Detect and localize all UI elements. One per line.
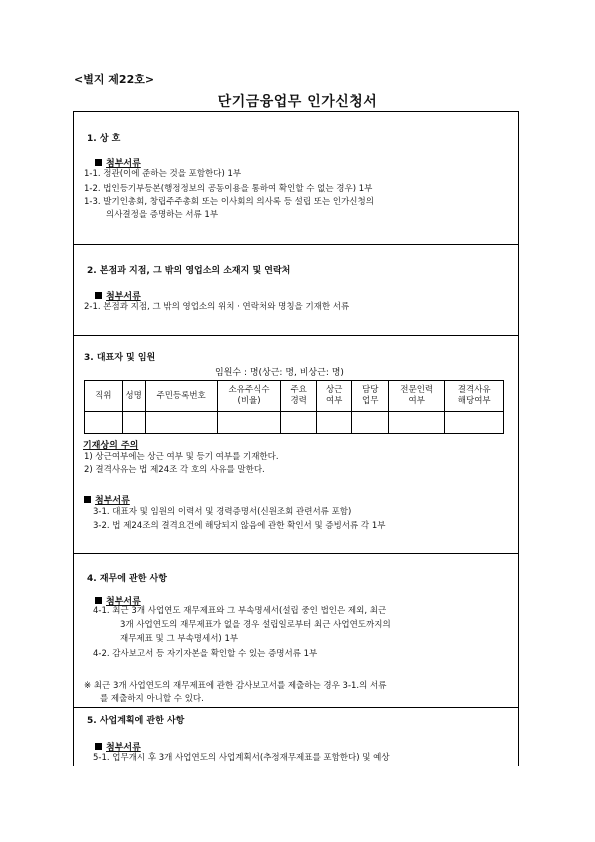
table-cell[interactable] (352, 412, 389, 434)
attachment-item: 4-2. 감사보고서 등 자기자본을 확인할 수 있는 증명서류 1부 (93, 649, 318, 659)
square-bullet-icon (95, 597, 102, 604)
officer-count: 임원수 : 명(상근: 명, 비상근: 명) (215, 368, 344, 378)
table-cell[interactable] (445, 412, 504, 434)
col-fulltime: 상근 여부 (316, 381, 352, 412)
table-cell[interactable] (316, 412, 352, 434)
note-item: 2) 결격사유는 법 제24조 각 호의 사유를 말한다. (84, 465, 265, 475)
col-career: 주요 경력 (281, 381, 317, 412)
note-item: 1) 상근여부에는 상근 여부 및 등기 여부를 기재한다. (84, 452, 279, 462)
form-number: <별지 제22호> (74, 73, 155, 86)
attachments-label: 첨부서류 (106, 159, 141, 169)
table-cell[interactable] (281, 412, 317, 434)
attachment-item: 1-1. 정관(이에 준하는 것을 포함한다) 1부 (84, 169, 242, 179)
attachments-label: 첨부서류 (106, 743, 141, 753)
attachment-item: 5-1. 업무개시 후 3개 사업연도의 사업계획서(추정재무제표를 포함한다) 및 예상 (93, 753, 390, 763)
col-position: 직위 (85, 381, 123, 412)
attachments-label: 첨부서류 (106, 292, 141, 302)
table-cell[interactable] (389, 412, 445, 434)
attachment-item: 1-2. 법인등기부등본(행정정보의 공동이용을 통하여 확인할 수 없는 경우) 1부 (84, 184, 373, 194)
attachment-item-continued: 3개 사업연도의 재무제표가 없을 경우 설립일로부터 최근 사업연도까지의 (120, 620, 391, 630)
section-2-heading: 2. 본점과 지점, 그 밖의 영업소의 소재지 및 연락처 (87, 266, 291, 276)
document-title: 단기금융업무 인가신청서 (217, 94, 378, 110)
attachment-item-continued: 의사결정을 증명하는 서류 1부 (106, 210, 219, 220)
attachment-item-continued: 재무제표 및 그 부속명세서) 1부 (120, 634, 239, 644)
col-duty: 담당 업무 (352, 381, 389, 412)
col-shares: 소유주식수 (비율) (217, 381, 281, 412)
notes-heading: 기재상의 주의 (83, 441, 139, 451)
table-cell[interactable] (85, 412, 123, 434)
attachment-item: 3-2. 법 제24조의 결격요건에 해당되지 않음에 관한 확인서 및 증빙서류 각 1부 (93, 521, 386, 531)
remark-line: 를 제출하지 아니할 수 있다. (100, 694, 204, 704)
attachment-item: 2-1. 본점과 지점, 그 밖의 영업소의 위치 · 연락처와 명칭을 기재한 서류 (84, 302, 350, 312)
square-bullet-icon (95, 292, 102, 299)
remark-line: ※ 최근 3개 사업연도의 재무제표에 관한 감사보고서를 제출하는 경우 3-1.의 서류 (84, 681, 387, 691)
table-header-row (85, 381, 504, 412)
attachment-item: 1-3. 발기인총회, 창립주주총회 또는 이사회의 의사록 등 설립 또는 인가신청의 (84, 197, 374, 207)
table-cell[interactable] (145, 412, 217, 434)
officer-table (84, 380, 504, 434)
section-1-heading: 1. 상 호 (87, 134, 121, 144)
section-1-attachments (95, 156, 141, 169)
section-2-attachments (95, 289, 141, 302)
section-5-heading: 5. 사업계획에 관한 사항 (87, 716, 185, 726)
section-3-attachments (84, 493, 130, 506)
col-disqualification: 결격사유 해당여부 (445, 381, 504, 412)
table-row (85, 412, 504, 434)
table-cell[interactable] (122, 412, 145, 434)
col-resident-number: 주민등록번호 (145, 381, 217, 412)
section-5-attachments (95, 740, 141, 753)
section-3-heading: 3. 대표자 및 임원 (84, 353, 156, 363)
attachments-label: 첨부서류 (106, 597, 141, 607)
square-bullet-icon (84, 496, 91, 503)
col-specialist: 전문인력 여부 (389, 381, 445, 412)
table-cell[interactable] (217, 412, 281, 434)
col-name: 성명 (122, 381, 145, 412)
attachments-label: 첨부서류 (95, 496, 130, 506)
attachment-item: 4-1. 최근 3개 사업연도 재무제표와 그 부속명세서(설립 중인 법인은 제외, 최근 (93, 606, 387, 616)
section-4-heading: 4. 재무에 관한 사항 (87, 574, 167, 584)
attachment-item: 3-1. 대표자 및 임원의 이력서 및 경력증명서(신원조회 관련서류 포함) (93, 507, 352, 517)
square-bullet-icon (95, 743, 102, 750)
square-bullet-icon (95, 159, 102, 166)
